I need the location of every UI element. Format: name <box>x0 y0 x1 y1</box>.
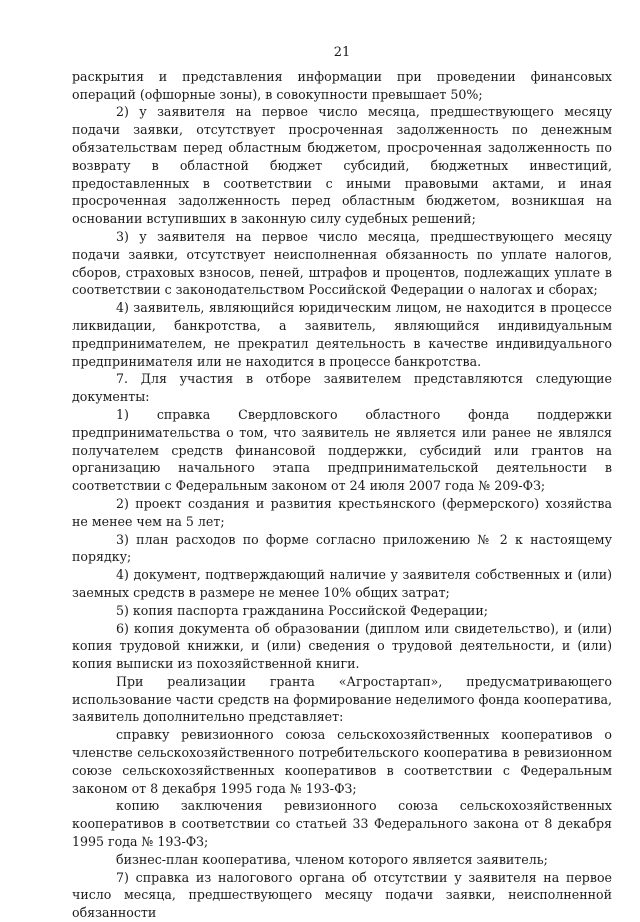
paragraph: При реализации гранта «Агростартап», предусматривающего использование части средств на формирование неделимого фонда кооператива, заявитель дополнительно представляет: <box>72 673 612 725</box>
paragraph: 6) копия документа об образовании (диплом или свидетельство), и (или) копия трудовой книжки, и (или) сведения о трудовой деятельности, и (или) копия выписки из похозяйственной книги. <box>72 620 612 672</box>
paragraph: 3) у заявителя на первое число месяца, предшествующего месяцу подачи заявки, отсутствует неисполненная обязанность по уплате налогов, сборов, страховых взносов, пеней, штрафов и процентов, подлежащих уплате в соответствии с законодательством Российской Федерации о налогах и сборах; <box>72 228 612 298</box>
paragraph: копию заключения ревизионного союза сельскохозяйственных кооперативов в соответствии со статьей 33 Федерального закона от 8 декабря 1995 года № 193-ФЗ; <box>72 798 612 850</box>
paragraph: 2) проект создания и развития крестьянского (фермерского) хозяйства не менее чем на 5 лет; <box>72 495 612 529</box>
page-number: 21 <box>333 45 351 60</box>
paragraph: 7) справка из налогового органа об отсутствии у заявителя на первое число месяца, предшествующего месяцу подачи заявки, неисполненной обязанности <box>72 869 612 921</box>
paragraph: 5) копия паспорта гражданина Российской Федерации; <box>116 602 488 618</box>
paragraph: 4) документ, подтверждающий наличие у заявителя собственных и (или) заемных средств в размере не менее 10% общих затрат; <box>72 567 612 600</box>
paragraph: 2) у заявителя на первое число месяца, предшествующего месяцу подачи заявки, отсутствует просроченная задолженность по денежным обязательствам перед областным бюджетом, просроченная задолженность по возврату в областной бюджет субсидий, бюджетных инвестиций, предоставленных в соответствии с иными правовыми актами, и иная просроченная задолженность перед областным бюджетом, возникшая на основании вступивших в законную силу судебных решений; <box>72 104 612 227</box>
paragraph: бизнес-план кооператива, членом которого является заявитель; <box>116 851 548 867</box>
paragraph: 4) заявитель, являющийся юридическим лицом, не находится в процессе ликвидации, банкротства, а заявитель, являющийся индивидуальным предпринимателем, не прекратил деятельность в качестве индивидуального предпринимателя или не находится в процессе банкротства. <box>72 300 612 369</box>
paragraph: 3) план расходов по форме согласно приложению № 2 к настоящему порядку; <box>72 531 612 565</box>
paragraph: 7. Для участия в отборе заявителем представляются следующие документы: <box>72 371 612 405</box>
document-body <box>72 68 612 922</box>
paragraph: 1) справка Свердловского областного фонда поддержки предпринимательства о том, что заявитель не является или ранее не являлся получателем средств финансовой поддержки, субсидий или грантов на организацию начального этапа предпринимательской деятельности в соответствии с Федеральным законом от 24 июля 2007 года № 209-ФЗ; <box>72 406 612 494</box>
paragraph: раскрытия и представления информации при проведении финансовых операций (офшорные зоны), в совокупности превышает 50%; <box>72 68 612 102</box>
document-page <box>72 44 612 922</box>
paragraph: справку ревизионного союза сельскохозяйственных кооперативов о членстве сельскохозяйственного потребительского кооператива в ревизионном союзе сельскохозяйственных кооперативов в соответствии с Федеральным законом от 8 декабря 1995 года № 193-ФЗ; <box>72 727 612 796</box>
